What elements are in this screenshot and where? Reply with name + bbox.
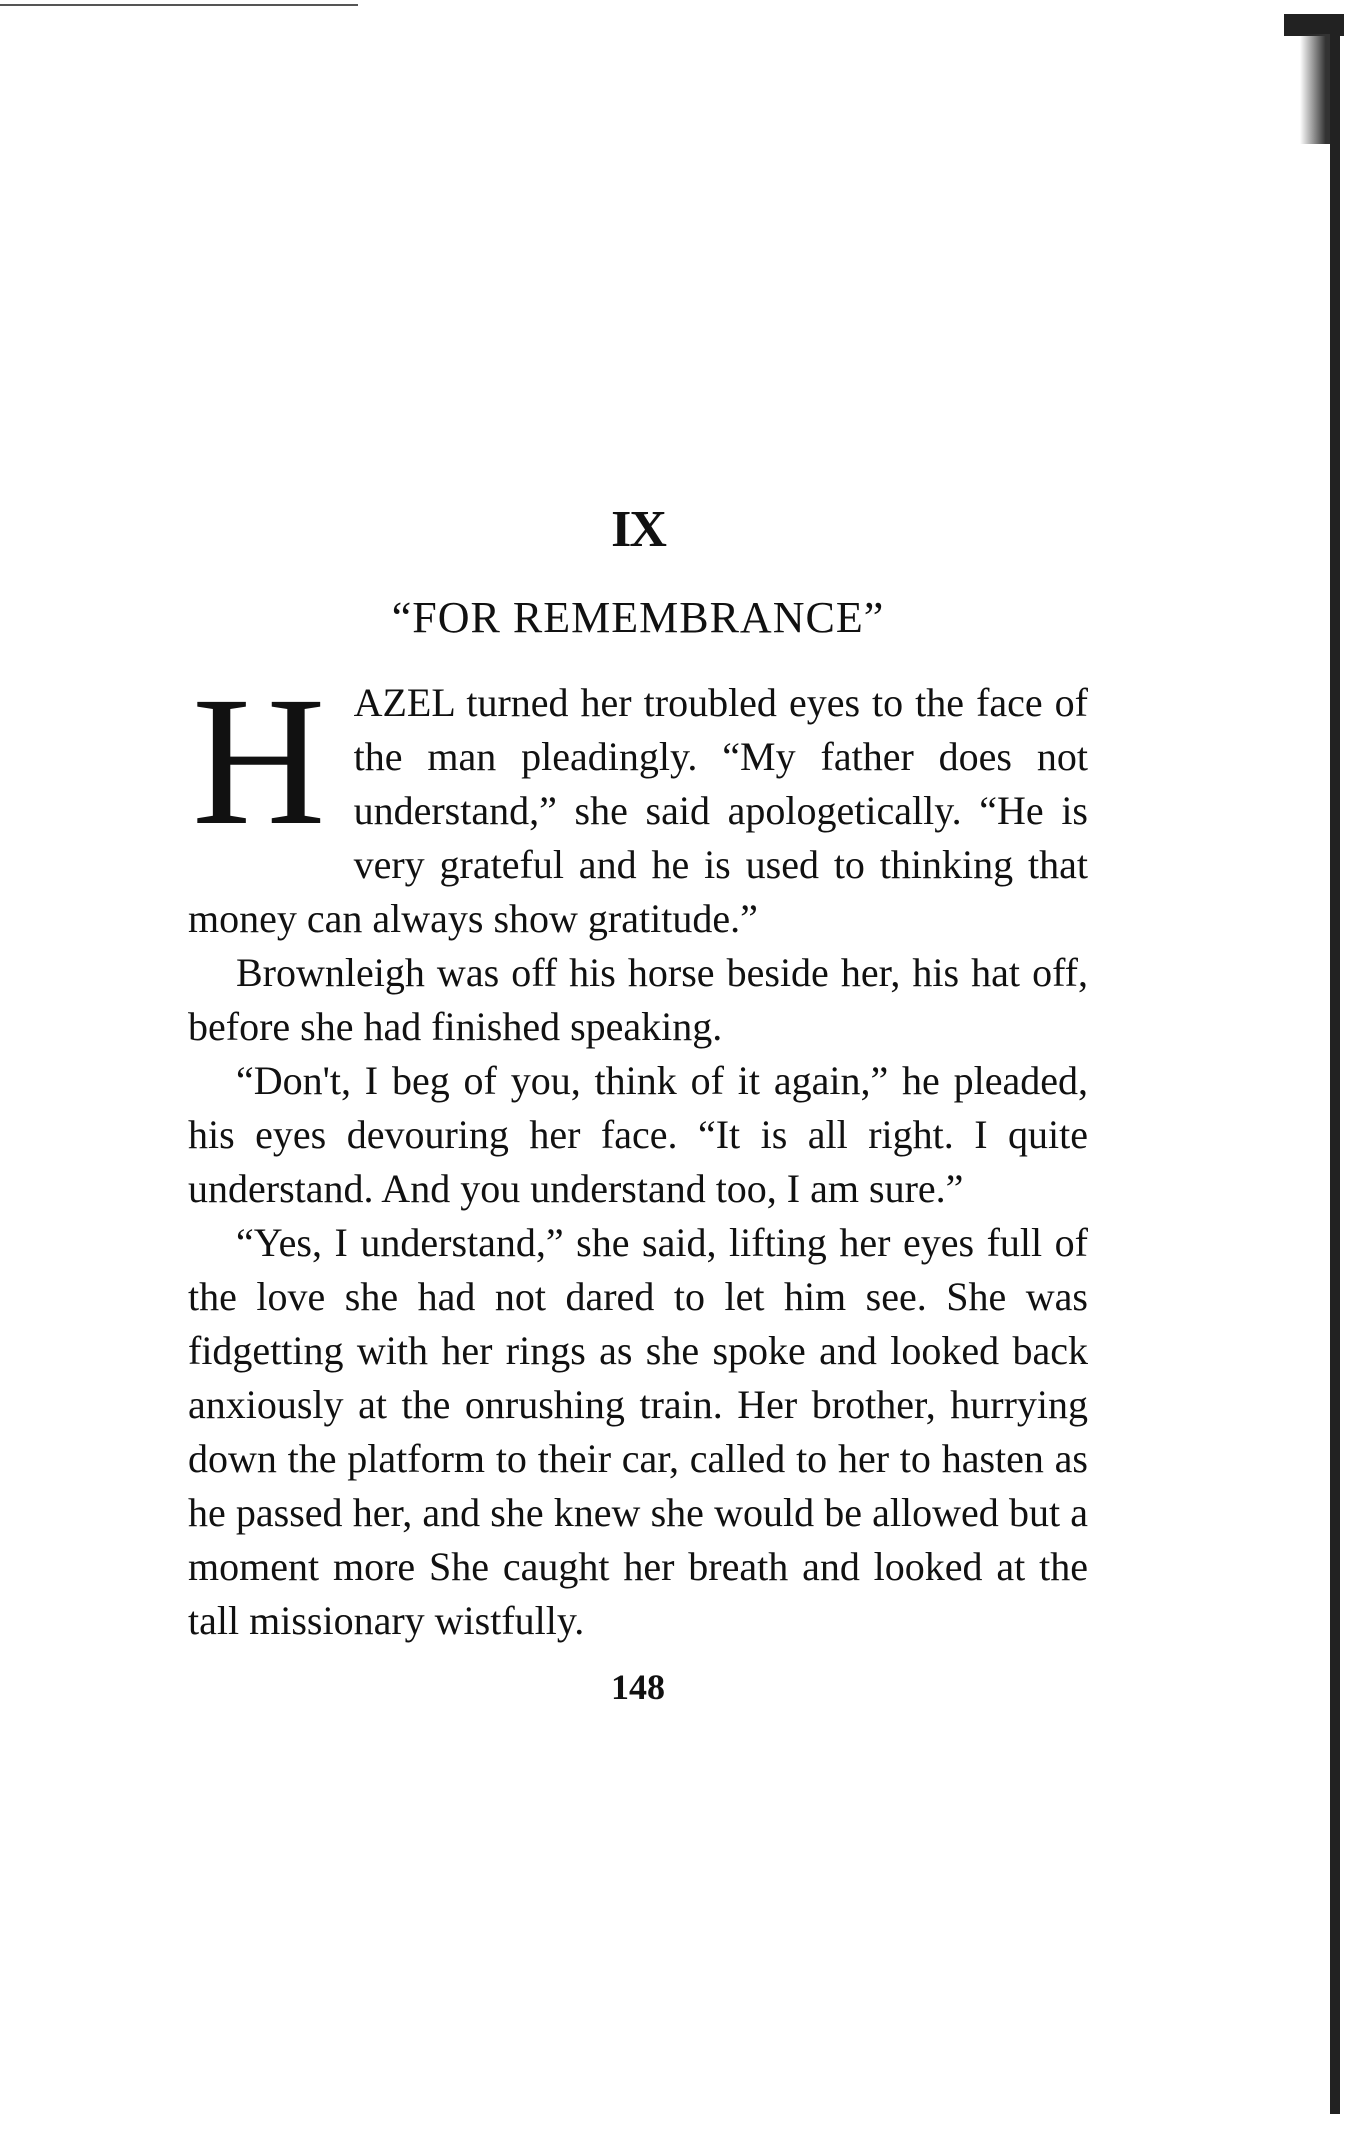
chapter-number: IX	[611, 501, 665, 558]
paragraph-3: “Don't, I beg of you, think of it again,” he pleaded, his eyes devouring her face. “It is all right. I quite understand. And you understand too, I am sure.”	[188, 1058, 1088, 1211]
paragraph-1-text: AZEL turned her troubled eyes to the face of the man pleadingly. “My father does not understand,” she said apologetically. “He is very grateful and he is used to thinking that money can always show gratitude.”	[188, 680, 1088, 941]
binding-edge	[1330, 14, 1340, 2114]
paragraph-4: “Yes, I understand,” she said, lifting her eyes full of the love she had not dared to let him see. She was fidgetting with her rings as she spoke and looked back anxiously at the onrushing train. Her brother, hurrying down the platform to their car, called to her to hasten as he passed her, and she knew she would be allowed but a moment more She caught her breath and looked at the tall missionary wistfully.	[188, 1220, 1088, 1643]
chapter-title: “FOR REMEMBRANCE”	[391, 593, 885, 642]
drop-cap: H	[192, 659, 326, 864]
paragraph-1	[188, 659, 1088, 946]
paragraph-2: Brownleigh was off his horse beside her, his hat off, before she had finished speaking.	[188, 950, 1088, 1049]
page-content	[188, 490, 1088, 1712]
top-rule	[0, 4, 358, 6]
binding-shadow-wedge	[1300, 34, 1332, 144]
page-number: 148	[611, 1667, 665, 1707]
